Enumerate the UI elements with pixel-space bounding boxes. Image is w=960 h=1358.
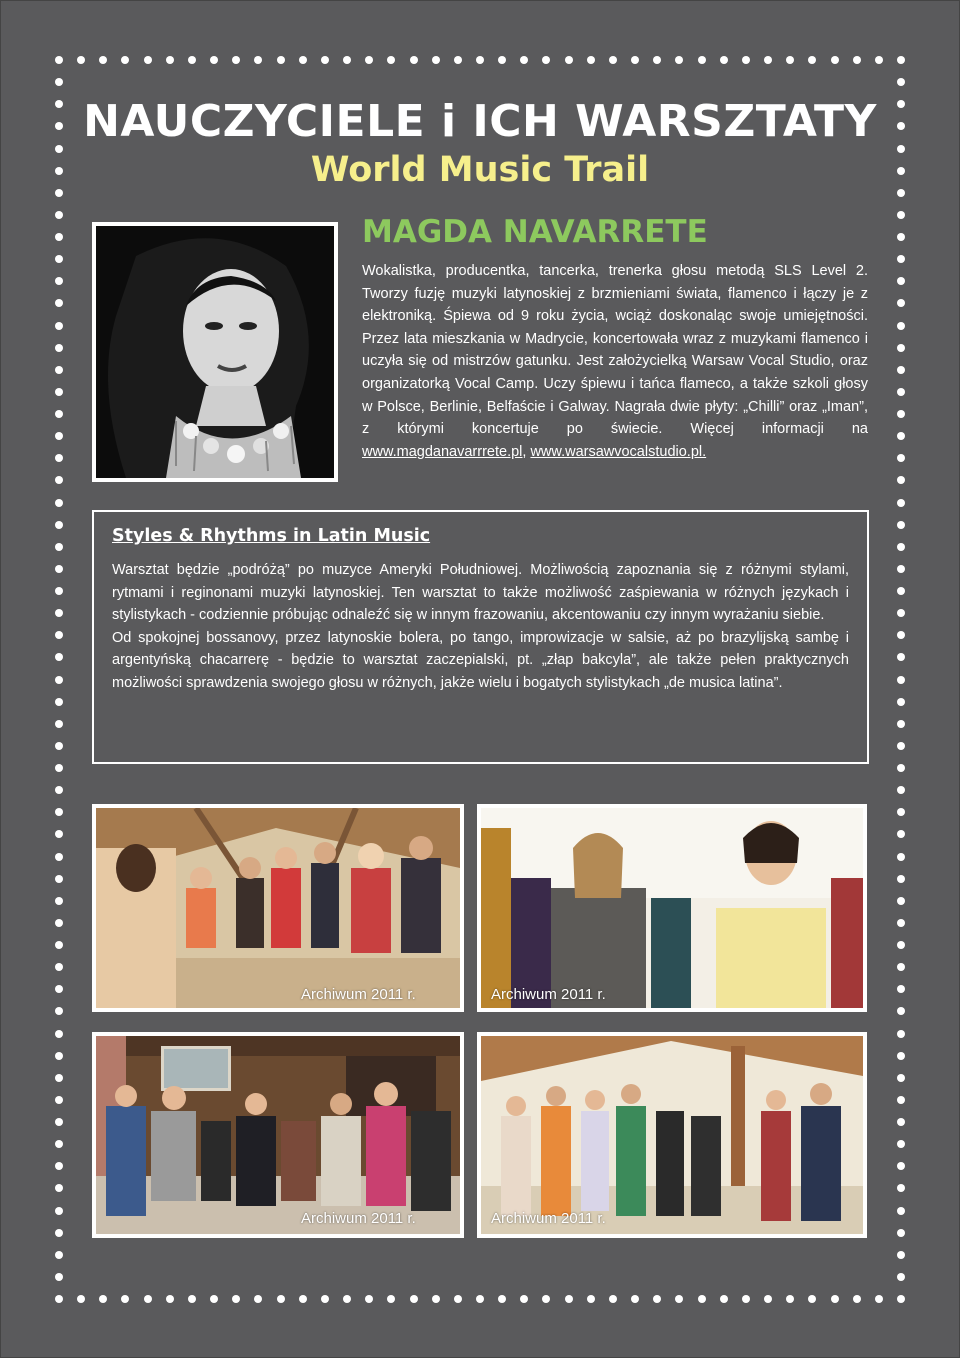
frame-dot [897,521,905,529]
frame-dot [188,56,196,64]
frame-dot [609,1295,617,1303]
workshop-box [92,510,869,764]
frame-dot [897,1295,905,1303]
frame-dot [897,322,905,330]
workshop-paragraph-1: Warsztat będzie „podróżą” po muzyce Ameryki Południowej. Możliwością zapoznania się z różnymi stylami, rytmami i reginonami muzyki latynoskiej. Ten warsztat to także możliwość zaśpiewania w różnych językach i stylistykach - codziennie próbując odnaleźć się w innym frazowaniu, akcentowaniu czy innym wyrażaniu siebie. [112,562,849,624]
frame-dot [55,233,63,241]
frame-dot [897,1052,905,1060]
frame-dot [55,56,63,64]
frame-dot [166,56,174,64]
frame-dot [55,1074,63,1082]
frame-dot [188,1295,196,1303]
frame-dot [55,764,63,772]
frame-dot [55,897,63,905]
frame-dot [698,1295,706,1303]
frame-dot [897,388,905,396]
frame-dot [55,919,63,927]
frame-dot [166,1295,174,1303]
teacher-name: MAGDA NAVARRETE [362,214,708,250]
frame-dot [55,322,63,330]
frame-dot [742,1295,750,1303]
frame-dot [55,344,63,352]
archive-photo-3 [92,1032,464,1238]
website-link-warsawvocalstudio[interactable]: www.warsawvocalstudio.pl. [530,443,707,460]
frame-dot [831,1295,839,1303]
frame-dot [410,1295,418,1303]
frame-dot [897,1118,905,1126]
bio-text: Wokalistka, producentka, tancerka, trenerka głosu metodą SLS Level 2. Tworzy fuzję muzyki latynoskiej z brzmieniami świata, flamenco i łączy je z elektroniką. Śpiewa od 9 roku życia, wciąż doskonaląc swoje umiejętności. Przez lata mieszkania w Madrycie, koncertowała wraz z muzykami flamenco i uczyła się od mistrzów gatunku. Jest założycielką Warsaw Vocal Studio, oraz organizatorką Vocal Camp. Uczy śpiewu i tańca flameco, a także szkoli głosy w Polsce, Berlinie, Belfaście i Galway. Nagrała dwie płyty: „Chilli” oraz „Iman”, z którymi koncertuje po świecie. Więcej informacji na [362,263,868,438]
frame-dot [897,1096,905,1104]
frame-dot [476,1295,484,1303]
frame-dot [897,941,905,949]
frame-dot [897,211,905,219]
frame-dot [55,410,63,418]
frame-dot [853,56,861,64]
photo-caption-3: Archiwum 2011 r. [301,1210,416,1227]
frame-dot [432,56,440,64]
frame-dot [277,56,285,64]
frame-dot [742,56,750,64]
frame-dot [454,1295,462,1303]
frame-dot [55,1030,63,1038]
frame-dot [432,1295,440,1303]
frame-dot [897,1074,905,1082]
frame-dot [55,521,63,529]
frame-dot [55,742,63,750]
frame-dot [55,853,63,861]
frame-dot [277,1295,285,1303]
frame-dot [55,720,63,728]
frame-dot [55,499,63,507]
frame-dot [720,1295,728,1303]
frame-dot [897,587,905,595]
frame-dot [897,56,905,64]
frame-dot [897,875,905,883]
frame-dot [897,1273,905,1281]
frame-dot [720,56,728,64]
frame-dot [897,698,905,706]
frame-dot [55,1052,63,1060]
teacher-bio [362,260,868,463]
frame-dot [55,587,63,595]
frame-dot [55,875,63,883]
frame-dot [897,1207,905,1215]
frame-dot [897,676,905,684]
frame-dot [587,1295,595,1303]
frame-dot [897,344,905,352]
frame-dot [55,1229,63,1237]
frame-dot [55,941,63,949]
frame-dot [343,56,351,64]
frame-dot [321,1295,329,1303]
frame-dot [897,233,905,241]
frame-dot [55,1207,63,1215]
frame-dot [853,1295,861,1303]
frame-dot [897,565,905,573]
frame-dot [454,56,462,64]
frame-dot [476,56,484,64]
frame-dot [897,853,905,861]
frame-dot [897,1030,905,1038]
frame-dot [55,1096,63,1104]
frame-dot [55,698,63,706]
frame-dot [565,1295,573,1303]
frame-dot [55,1273,63,1281]
frame-dot [897,1229,905,1237]
frame-dot [897,764,905,772]
frame-dot [410,56,418,64]
archive-photo-2 [477,804,867,1012]
frame-dot [55,366,63,374]
photo-caption-2: Archiwum 2011 r. [491,986,606,1003]
frame-dot [897,897,905,905]
frame-dot [897,742,905,750]
frame-dot [55,676,63,684]
frame-dot [55,565,63,573]
frame-dot [897,410,905,418]
frame-dot [587,56,595,64]
photo-caption-1: Archiwum 2011 r. [301,986,416,1003]
archive-photo-4 [477,1032,867,1238]
frame-dot [55,388,63,396]
frame-dot [897,543,905,551]
frame-dot [897,720,905,728]
archive-photo-1 [92,804,464,1012]
frame-dot [609,56,617,64]
frame-dot [875,1295,883,1303]
workshop-paragraph-2: Od spokojnej bossanovy, przez latynoskie bolera, po tango, improwizacje w salsie, aż po brazylijską sambę i argentyńską chacarrerę - będzie to warsztat zaczepialski, pt. „złap bakcyla”, ale także pełen praktycznych możliwości sprawdzenia swojego głosu w różnych, jakże wielu i bogatych stylistykach „de musica latina”. [112,629,849,691]
website-link-magdanavarrete[interactable]: www.magdanavarrrete.pl, [362,443,527,460]
frame-dot [764,1295,772,1303]
frame-dot [897,499,905,507]
page-subtitle: World Music Trail [310,150,650,190]
frame-dot [144,56,152,64]
frame-dot [55,543,63,551]
frame-dot [55,211,63,219]
frame-dot [831,56,839,64]
frame-dot [897,1251,905,1259]
frame-dot [343,1295,351,1303]
page-title: NAUCZYCIELE i ICH WARSZTATY [83,96,877,147]
frame-dot [565,56,573,64]
frame-dot [764,56,772,64]
frame-dot [321,56,329,64]
frame-dot [897,919,905,927]
frame-dot [55,1295,63,1303]
frame-dot [897,366,905,374]
frame-dot [55,1118,63,1126]
photo-caption-4: Archiwum 2011 r. [491,1210,606,1227]
frame-dot [299,1295,307,1303]
frame-dot [144,1295,152,1303]
frame-dot [299,56,307,64]
frame-dot [698,56,706,64]
teacher-portrait [92,222,338,482]
workshop-title: Styles & Rhythms in Latin Music [112,526,431,546]
frame-dot [55,1251,63,1259]
frame-dot [875,56,883,64]
